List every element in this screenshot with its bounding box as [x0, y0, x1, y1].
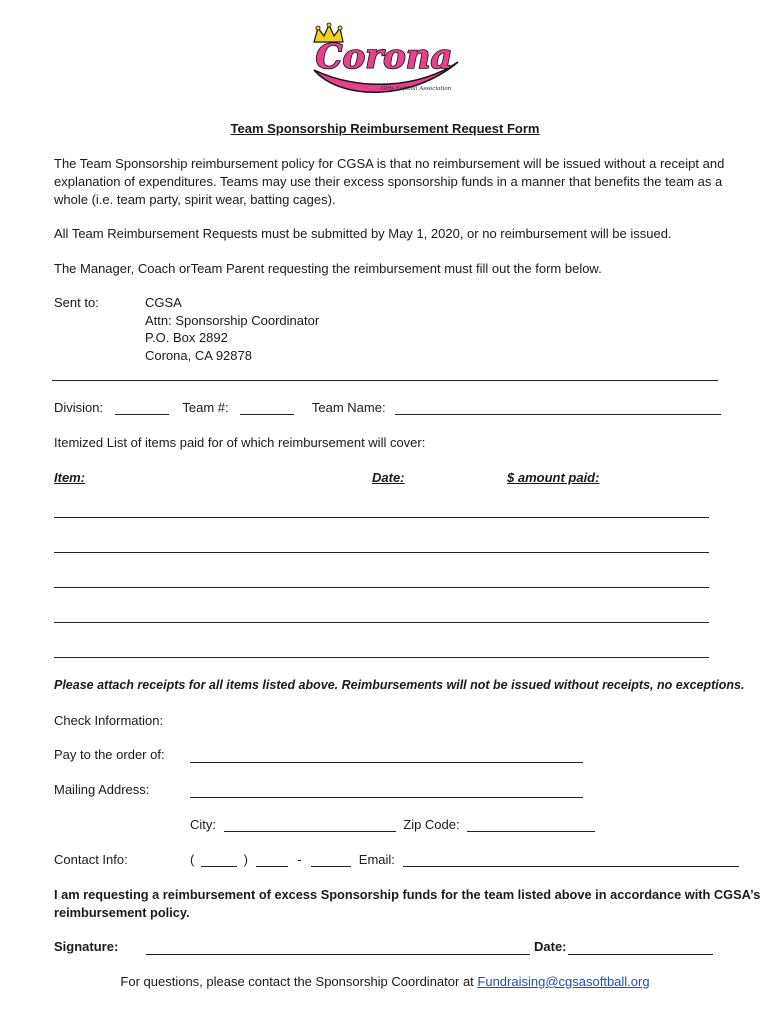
team-number-label: Team #:: [182, 400, 229, 415]
item-column-header: Item:: [54, 470, 86, 485]
receipt-notice: Please attach receipts for all items listed above. Reimbursements will not be issued without receipts, no exceptions.: [54, 678, 745, 692]
items-intro: Itemized List of items paid for of which reimbursement will cover:: [54, 435, 426, 450]
declaration-line-1: I am requesting a reimbursement of excess Sponsorship funds for the team listed above in accordance with CGSA’s: [54, 887, 761, 902]
city-field[interactable]: [224, 817, 396, 832]
policy-line-2: explanation of expenditures. Teams may use their excess sponsorship funds in a manner that benefits the team as a: [54, 174, 723, 189]
policy-line-1: The Team Sponsorship reimbursement policy for CGSA is that no reimbursement will be issued without a receipt and: [54, 156, 725, 171]
signature-date-field[interactable]: [568, 954, 713, 955]
item-entry-line[interactable]: [54, 657, 709, 658]
city-label: City:: [190, 817, 216, 832]
sent-to-address: [145, 295, 319, 365]
signature-label: Signature:: [54, 939, 119, 954]
team-info-row: [54, 400, 734, 415]
form-title: Team Sponsorship Reimbursement Request Form: [230, 121, 540, 136]
item-entry-line[interactable]: [54, 587, 709, 588]
address-line: Corona, CA 92878: [145, 347, 252, 363]
contact-info-label: Contact Info:: [54, 852, 128, 867]
contact-info-row: [190, 852, 739, 867]
sent-to-label: Sent to:: [54, 295, 99, 310]
item-entry-line[interactable]: [54, 552, 709, 553]
footer-text: For questions, please contact the Sponsorship Coordinator at: [120, 974, 474, 989]
policy-paragraph: [54, 155, 726, 209]
city-zip-row: [190, 817, 595, 832]
amount-column-header: $ amount paid:: [507, 470, 600, 485]
logo-wordmark: Corona: [315, 37, 453, 77]
zip-label: Zip Code:: [403, 817, 460, 832]
phone-prefix-field[interactable]: [256, 852, 288, 867]
footer: [0, 974, 770, 989]
team-name-field[interactable]: [395, 400, 721, 415]
date-column-header: Date:: [372, 470, 405, 485]
email-label: Email:: [358, 852, 395, 867]
phone-dash: -: [297, 852, 302, 867]
email-field[interactable]: [403, 852, 739, 867]
team-name-label: Team Name:: [311, 400, 386, 415]
division-field[interactable]: [115, 400, 169, 415]
address-line: Attn: Sponsorship Coordinator: [145, 312, 320, 328]
section-divider: [52, 380, 718, 381]
instructions-paragraph: The Manager, Coach orTeam Parent requesting the reimbursement must fill out the form below.: [54, 261, 602, 276]
area-code-field[interactable]: [201, 852, 237, 867]
deadline-paragraph: All Team Reimbursement Requests must be submitted by May 1, 2020, or no reimbursement will be issued.: [54, 226, 672, 241]
zip-field[interactable]: [467, 817, 595, 832]
pay-to-label: Pay to the order of:: [54, 747, 165, 762]
team-number-field[interactable]: [240, 400, 294, 415]
phone-line-field[interactable]: [311, 852, 351, 867]
declaration: [54, 886, 761, 922]
signature-date-label: Date:: [534, 939, 567, 954]
policy-line-3: whole (i.e. team party, spirit wear, batting cages).: [54, 192, 336, 207]
address-line: P.O. Box 2892: [145, 330, 228, 345]
check-info-heading: Check Information:: [54, 713, 164, 728]
item-entry-line[interactable]: [54, 622, 709, 623]
close-paren: ): [243, 852, 248, 867]
pay-to-field[interactable]: [190, 762, 583, 763]
address-line: CGSA: [145, 295, 182, 310]
item-entry-line[interactable]: [54, 517, 709, 518]
declaration-line-2: reimbursement policy.: [54, 905, 190, 920]
corona-logo-graphic: [300, 22, 468, 110]
mailing-address-field[interactable]: [190, 797, 583, 798]
open-paren: (: [190, 852, 195, 867]
division-label: Division:: [54, 400, 104, 415]
corona-logo: [300, 22, 468, 110]
signature-field[interactable]: [146, 954, 530, 955]
logo-tagline: Girls Softball Association: [380, 86, 452, 92]
mailing-address-label: Mailing Address:: [54, 782, 150, 797]
coordinator-email-link[interactable]: Fundraising@cgsasoftball.org: [477, 974, 650, 989]
